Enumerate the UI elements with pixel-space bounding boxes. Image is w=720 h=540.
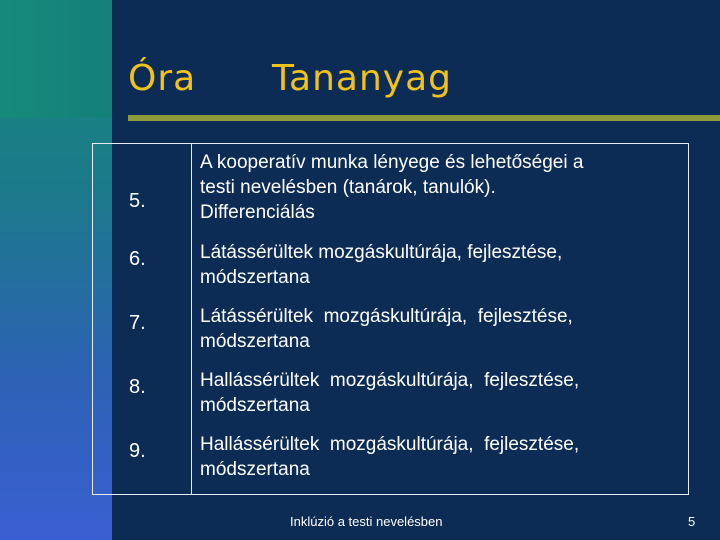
row-topic [200,150,688,225]
title-underline [128,115,720,121]
page-number: 5 [688,514,696,529]
topic-line: Hallássérültek mozgáskultúrája, fejlesztése, [200,370,580,391]
column-divider [191,144,192,494]
topic-line: Hallássérültek mozgáskultúrája, fejlesztése, [200,434,580,455]
row-number: 8. [129,376,146,398]
row-number: 7. [129,312,146,334]
row-number: 9. [129,440,146,462]
schedule-table [92,143,689,495]
row-topic [200,304,688,354]
row-topic [200,432,688,482]
footer-text: Inklúzió a testi nevelésben [290,514,443,529]
topic-line: Látássérültek mozgáskultúrája, fejlesztése, [200,306,573,327]
topic-line: módszertana [200,331,310,352]
row-topic [200,240,688,290]
column-title-tananyag: Tananyag [272,58,453,99]
column-title-ora: Óra [128,58,197,99]
topic-line: módszertana [200,267,310,288]
topic-line: módszertana [200,459,310,480]
row-number: 6. [129,248,146,270]
topic-line: testi nevelésben (tanárok, tanulók). [200,177,496,198]
row-topic [200,368,688,418]
row-number: 5. [129,190,146,212]
topic-line: módszertana [200,395,310,416]
topic-line: Differenciálás [200,202,315,223]
topic-line: Látássérültek mozgáskultúrája, fejlesztése, [200,242,563,263]
topic-line: A kooperatív munka lényege és lehetőségei a [200,152,584,173]
